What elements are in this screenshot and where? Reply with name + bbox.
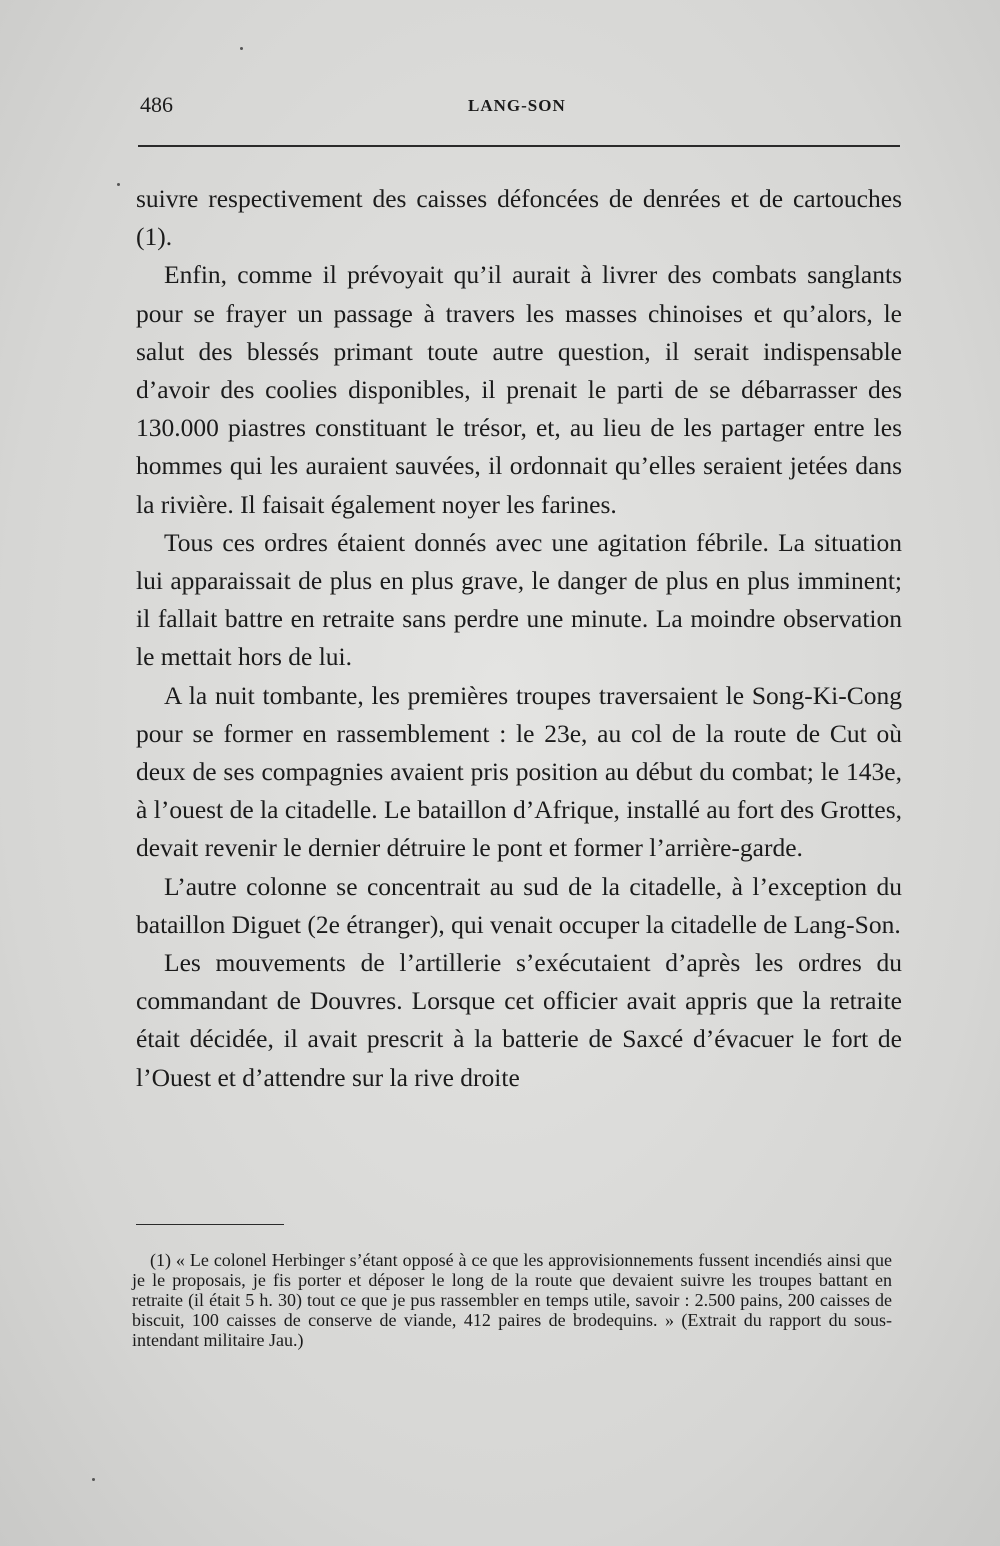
scan-speck [240,47,243,50]
body-text [136,180,902,1097]
header-rule [138,145,900,147]
running-head: LANG-SON [468,96,566,115]
paragraph: Les mouvements de l’artillerie s’exécutaient d’après les ordres du commandant de Douvres. Lorsque cet officier avait appris que la retraite était décidée, il avait prescrit à la batterie de Saxcé d’évacuer le fort de l’Ouest et d’attendre sur la rive droite [136,948,902,1092]
paragraph-continuation: suivre respectivement des caisses défoncées de denrées et de cartouches (1). [136,184,902,252]
page-number: 486 [140,92,173,117]
paragraph: Enfin, comme il prévoyait qu’il aurait à livrer des combats sanglants pour se frayer un passage à travers les masses chinoises et qu’alors, le salut des blessés primant toute autre question, il serait indispensable d’avoir des coolies disponibles, il prenait le parti de se débarrasser des 130.000 piastres constituant le trésor, et, au lieu de les partager entre les hommes qui les auraient sauvées, il ordonnait qu’elles seraient jetées dans la rivière. Il faisait également noyer les farines. [136,260,902,519]
footnote-rule [136,1224,284,1225]
scan-speck [92,1478,95,1481]
paragraph: L’autre colonne se concentrait au sud de la citadelle, à l’exception du bataillon Diguet (2e étranger), qui venait occuper la citadelle de Lang-Son. [136,871,902,939]
footnote-text: (1) « Le colonel Herbinger s’étant opposé à ce que les approvisionnements fussent incendiés ainsi que je le proposais, je fis porter et déposer le long de la route que devaient suivre les troupes battant en retraite (il était 5 h. 30) tout ce que je pus rassembler en temps utile, savoir : 2.500 pains, 200 caisses de biscuit, 100 caisses de conserve de viande, 412 paires de brodequins. » (Extrait du rapport du sous-intendant militaire Jau.) [132,1250,892,1350]
scan-speck [117,183,120,186]
footnote [132,1250,892,1350]
page-header [138,92,900,122]
paragraph: A la nuit tombante, les premières troupes traversaient le Song-Ki-Cong pour se former en rassemblement : le 23e, au col de la route de Cut où deux de ses compagnies avaient pris position au début du combat; le 143e, à l’ouest de la citadelle. Le bataillon d’Afrique, installé au fort des Grottes, devait revenir le dernier détruire le pont et former l’arrière-garde. [136,680,902,863]
paragraph: Tous ces ordres étaient donnés avec une agitation fébrile. La situation lui apparaissait de plus en plus grave, le danger de plus en plus imminent; il fallait battre en retraite sans perdre une minute. La moindre observation le mettait hors de lui. [136,527,902,672]
